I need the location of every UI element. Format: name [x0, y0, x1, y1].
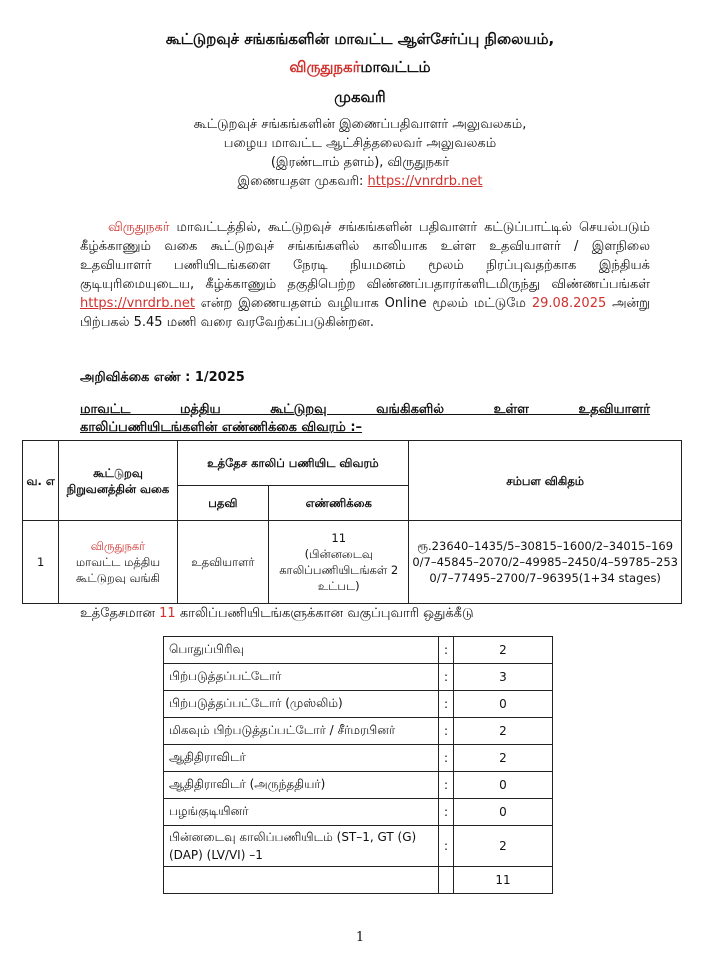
category-colon: :: [439, 637, 454, 664]
header-post: பதவி: [177, 486, 269, 521]
category-value: 2: [454, 826, 553, 867]
row-count: [269, 521, 409, 604]
category-value: 0: [454, 772, 553, 799]
vacancy-title-line-2: காலிப்பணியிடங்களின் எண்ணிக்கை விவரம் :–: [80, 420, 363, 435]
notice-number: அறிவிக்கை எண் : 1/2025: [80, 370, 245, 385]
row-sno: 1: [23, 521, 59, 604]
website-link[interactable]: https://vnrdrb.net: [367, 174, 483, 189]
website-line: [0, 172, 720, 191]
row-count-value: 11: [331, 531, 347, 545]
district-suffix: மாவட்டம்: [360, 58, 431, 76]
table-row: [23, 521, 682, 604]
header-organisation: கூட்டுறவு நிறுவனத்தின் வகை: [59, 441, 177, 521]
category-total: 11: [454, 867, 553, 894]
category-colon: :: [439, 826, 454, 867]
category-label: பிற்படுத்தப்பட்டோர்: [164, 664, 439, 691]
total-label-empty: [164, 867, 439, 894]
row-pay-scale: ரூ.23640–1435/5–30815–1600/2–34015–1690/7–45845–2070/2–49985–2450/4–59785–2530/7–77495–2700/7–96395(1+34 stages): [409, 521, 682, 604]
category-label: ஆதிதிராவிடர் (அருந்ததியர்): [164, 772, 439, 799]
category-colon: :: [439, 691, 454, 718]
reservation-suffix: காலிப்பணியிடங்களுக்கான வகுப்புவாரி ஒதுக்கீடு: [175, 606, 474, 621]
deadline-date: 29.08.2025: [531, 296, 607, 311]
category-value: 2: [454, 745, 553, 772]
address-line-3: (இரண்டாம் தளம்), விருதுநகர்: [270, 155, 450, 170]
table-row: [164, 664, 553, 691]
header-pay-scale: சம்பள விகிதம்: [409, 441, 682, 521]
category-label: பழங்குடியினர்: [164, 799, 439, 826]
table-row: [164, 691, 553, 718]
website-label: இணையதள முகவரி:: [237, 174, 364, 189]
category-value: 2: [454, 718, 553, 745]
paragraph-text-b: என்ற இணையதளம் வழியாக Online மூலம் மட்டுமே: [194, 296, 532, 311]
table-row: [164, 772, 553, 799]
category-colon: :: [439, 664, 454, 691]
notice-paragraph: [80, 218, 650, 332]
paragraph-link[interactable]: https://vnrdrb.net: [80, 296, 195, 311]
reservation-heading: [80, 606, 474, 622]
address-block: [0, 115, 720, 191]
page-number: 1: [355, 930, 365, 945]
district-name: விருதுநகர்: [289, 58, 361, 76]
address-heading: முகவரி: [334, 88, 386, 106]
category-colon: :: [439, 772, 454, 799]
district-title: [0, 58, 720, 78]
reservation-count: 11: [159, 606, 176, 621]
office-title: கூட்டுறவுச் சங்கங்களின் மாவட்ட ஆள்சேர்ப்பு நிலையம்,: [165, 30, 555, 48]
total-colon-empty: [439, 867, 454, 894]
table-row: [164, 826, 553, 867]
category-value: 0: [454, 691, 553, 718]
header-count: எண்ணிக்கை: [269, 486, 409, 521]
category-label: ஆதிதிராவிடர்: [164, 745, 439, 772]
table-row: [164, 718, 553, 745]
category-value: 0: [454, 799, 553, 826]
row-org-name: மாவட்ட மத்திய கூட்டுறவு வங்கி: [75, 555, 161, 585]
header-vacancy-details: உத்தேச காலிப் பணியிட விவரம்: [177, 441, 409, 486]
row-org-district: விருதுநகர்: [90, 539, 146, 553]
address-line-2: பழைய மாவட்ட ஆட்சித்தலைவர் அலுவலகம்: [223, 136, 497, 151]
paragraph-text-a: மாவட்டத்தில், கூட்டுறவுச் சங்கங்களின் பதிவாளர் கட்டுப்பாட்டில் செயல்படும் கீழ்க்காணும் வகை கூட்டுறவுச் சங்கங்களில் காலியாக உள்ள உதவியாளர் / இளநிலை உதவியாளர் பணியிடங்களை நேரடி நியமனம் மூலம் நிரப்புவதற்காக இந்தியக் குடியுரிமையுடைய, கீழ்க்காணும் தகுதிபெற்ற விண்ணப்பதாரர்களிடமிருந்து விண்ணப்பங்கள்: [80, 220, 650, 292]
row-count-note: (பின்னடைவு காலிப்பணியிடங்கள் 2 உட்பட): [279, 547, 399, 593]
category-value: 2: [454, 637, 553, 664]
category-label: பிற்படுத்தப்பட்டோர் (முஸ்லிம்): [164, 691, 439, 718]
vacancy-table: [22, 440, 682, 604]
reservation-prefix: உத்தேசமான: [80, 606, 160, 621]
paragraph-district: விருதுநகர்: [108, 220, 170, 235]
category-colon: :: [439, 799, 454, 826]
table-row: [164, 637, 553, 664]
category-label: பின்னடைவு காலிப்பணியிடம் (ST–1, GT (G) (DAP) (LV/VI) –1: [164, 826, 439, 867]
category-value: 3: [454, 664, 553, 691]
category-colon: :: [439, 718, 454, 745]
row-organisation: [59, 521, 177, 604]
paragraph-text-c: அன்று பிற்பகல் 5.45 மணி வரை வரவேற்கப்படுகின்றன.: [80, 296, 650, 330]
total-row: [164, 867, 553, 894]
row-post: உதவியாளர்: [177, 521, 269, 604]
category-label: மிகவும் பிற்படுத்தப்பட்டோர் / சீர்மரபினர்: [164, 718, 439, 745]
category-label: பொதுப்பிரிவு: [164, 637, 439, 664]
address-line-1: கூட்டுறவுச் சங்கங்களின் இணைப்பதிவாளர் அலுவலகம்,: [193, 117, 527, 132]
table-row: [164, 745, 553, 772]
table-row: [164, 799, 553, 826]
category-table: [163, 636, 553, 894]
header-sno: வ. எ: [23, 441, 59, 521]
category-colon: :: [439, 745, 454, 772]
vacancy-title-line-1: மாவட்ட மத்திய கூட்டுறவு வங்கிகளில் உள்ள உதவியாளர்: [80, 402, 650, 417]
